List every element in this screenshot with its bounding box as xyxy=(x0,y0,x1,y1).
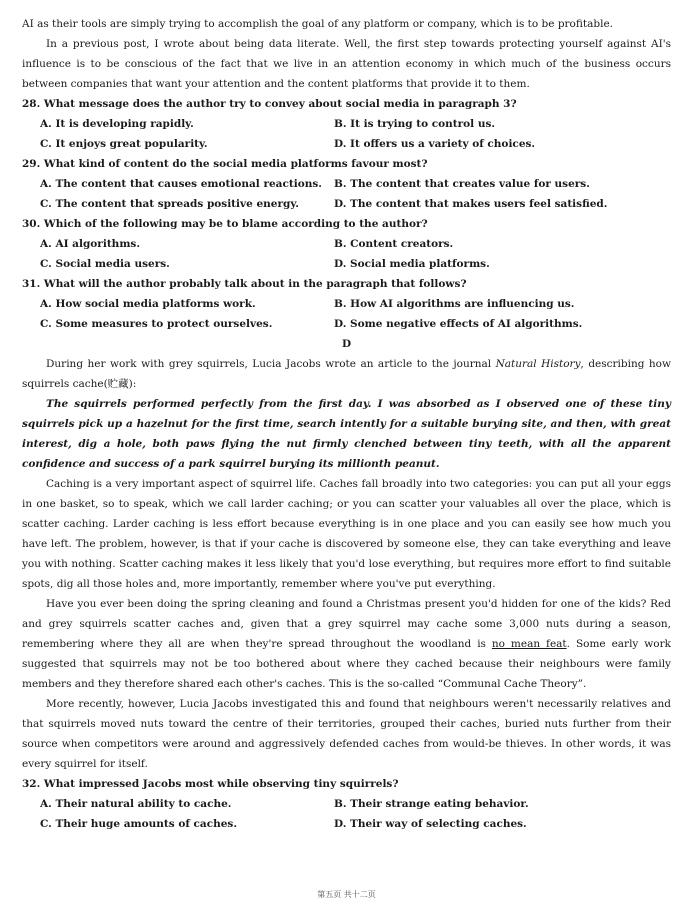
passage-d-paragraph-3 xyxy=(22,594,671,694)
question-32 xyxy=(22,774,671,834)
option-b: B. Their strange eating behavior. xyxy=(334,798,529,810)
question-28 xyxy=(22,94,671,154)
option-a: A. AI algorithms. xyxy=(40,238,140,250)
passage-c-paragraph: In a previous post, I wrote about being data literate. Well, the first step towards protecting yourself against AI's influence is to be conscious of the fact that we live in an attention economy in which much of the business occurs between companies that want your attention and the content platforms that provide it to them. xyxy=(22,38,671,90)
paragraph-text: Have you ever been doing the spring cleaning and found a Christmas present you'd hidden for one of the kids? Red and grey squirrels scatter caches and, given that a grey squirrel may cache some 3,000 nuts during a season, remembering where they all are when they're spread throughout the woodland is xyxy=(22,598,671,650)
journal-name: Natural History xyxy=(495,358,581,370)
question-stem: 30. Which of the following may be to blame according to the author? xyxy=(22,218,428,230)
option-c: C. Their huge amounts of caches. xyxy=(40,818,237,830)
page-footer: 第五页 共十二页 xyxy=(317,890,376,899)
option-a: A. It is developing rapidly. xyxy=(40,118,194,130)
option-d: D. Some negative effects of AI algorithms. xyxy=(334,318,583,330)
option-b: B. How AI algorithms are influencing us. xyxy=(334,298,575,310)
passage-d-intro xyxy=(22,354,671,394)
question-29 xyxy=(22,154,671,214)
question-31 xyxy=(22,274,671,334)
passage-d-paragraph-4: More recently, however, Lucia Jacobs investigated this and found that neighbours weren't necessarily relatives and that squirrels moved nuts toward the centre of their territories, grouped their caches, buried nuts further from their source when competitors were around and aggressively defended caches from would-be thieves. In other words, it was every squirrel for itself. xyxy=(22,698,671,770)
passage-d-paragraph-2: Caching is a very important aspect of squirrel life. Caches fall broadly into two categories: you can put all your eggs in one basket, so to speak, which we call larder caching; or you can scatter your valuables all over the place, which is scatter caching. Larder caching is less effort because everything is in one place and you can easily see how much you have left. The problem, however, is that if your cache is discovered by someone else, they can take everything and leave you with nothing. Scatter caching makes it less likely that you'd lose everything, but requires more effort to find suitable spots, dig all those holes and, more importantly, remember where you've put everything. xyxy=(22,478,671,590)
paragraph-text-end: . Some early work suggested that squirrels may not be too bothered about where they cached because their neighbours were family members and they therefore shared each other's caches. This is the so-called “Communal Cache Theory”. xyxy=(22,638,671,690)
option-c: C. Some measures to protect ourselves. xyxy=(40,318,273,330)
option-a: A. The content that causes emotional reactions. xyxy=(40,178,322,190)
option-a: A. How social media platforms work. xyxy=(40,298,256,310)
question-stem: 31. What will the author probably talk about in the paragraph that follows? xyxy=(22,278,467,290)
option-c: C. The content that spreads positive energy. xyxy=(40,198,299,210)
option-a: A. Their natural ability to cache. xyxy=(40,798,232,810)
option-c: C. Social media users. xyxy=(40,258,170,270)
option-d: D. Their way of selecting caches. xyxy=(334,818,527,830)
intro-text: During her work with grey squirrels, Lucia Jacobs wrote an article to the journal xyxy=(46,358,496,370)
option-d: D. Social media platforms. xyxy=(334,258,490,270)
intro-text-end: , describing how squirrels cache(贮藏): xyxy=(22,358,671,390)
passage-d-quote: The squirrels performed perfectly from the first day. I was absorbed as I observed one of these tiny squirrels pick up a hazelnut for the first time, search intently for a suitable burying site, and then, with great interest, dig a hole, both paws flying the nut firmly clenched between tiny teeth, with all the apparent confidence and success of a park squirrel burying its millionth peanut. xyxy=(22,398,671,470)
passage-c-last-line: AI as their tools are simply trying to accomplish the goal of any platform or company, which is to be profitable. xyxy=(22,18,613,30)
question-stem: 32. What impressed Jacobs most while observing tiny squirrels? xyxy=(22,778,399,790)
option-c: C. It enjoys great popularity. xyxy=(40,138,208,150)
option-b: B. It is trying to control us. xyxy=(334,118,496,130)
option-b: B. Content creators. xyxy=(334,238,454,250)
option-d: D. The content that makes users feel satisfied. xyxy=(334,198,608,210)
question-30 xyxy=(22,214,671,274)
option-b: B. The content that creates value for users. xyxy=(334,178,590,190)
question-stem: 28. What message does the author try to convey about social media in paragraph 3? xyxy=(22,98,517,110)
underlined-phrase: no mean feat xyxy=(491,638,567,650)
option-d: D. It offers us a variety of choices. xyxy=(334,138,536,150)
question-stem: 29. What kind of content do the social media platforms favour most? xyxy=(22,158,428,170)
section-d-heading: D xyxy=(341,338,352,350)
